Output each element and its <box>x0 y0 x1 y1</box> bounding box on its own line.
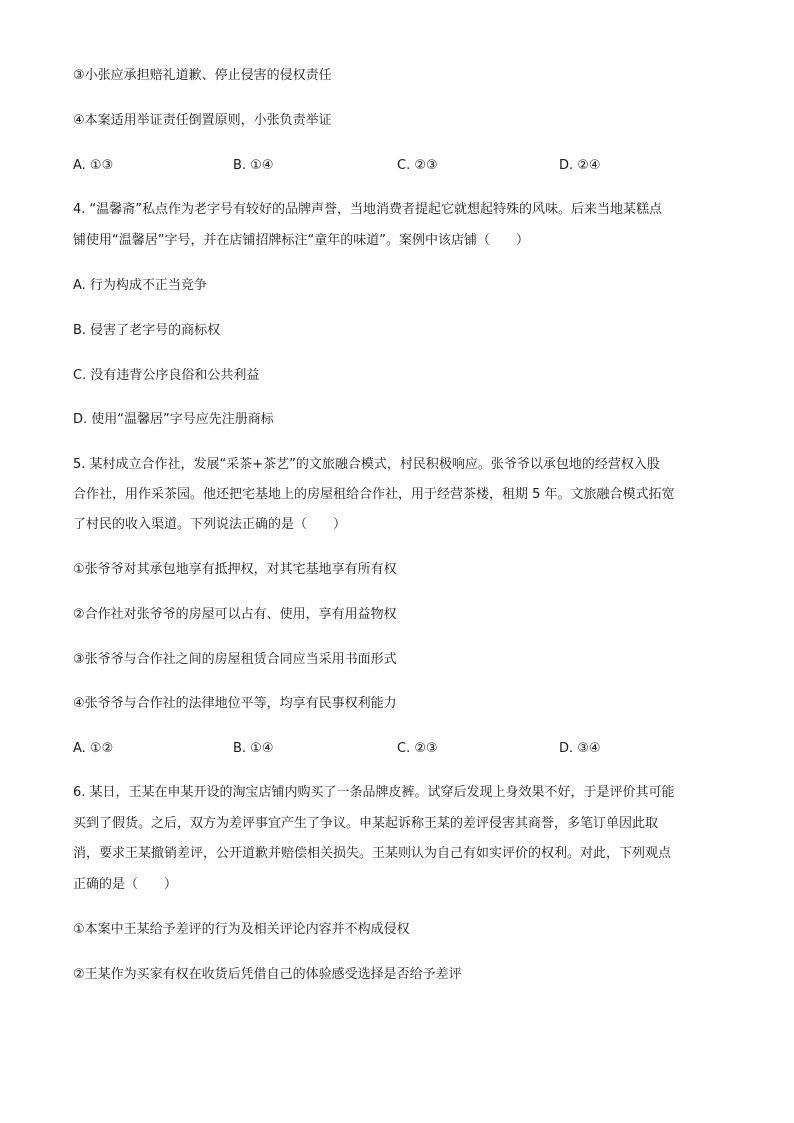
q3-statement-4: ④本案适用举证责任倒置原则，小张负责举证 <box>73 113 332 128</box>
q4-option-a: A. 行为构成不正当竞争 <box>73 278 207 293</box>
q5-statement-3: ③张爷爷与合作社之间的房屋租赁合同应当采用书面形式 <box>73 652 397 667</box>
q5-statement-4: ④张爷爷与合作社的法律地位平等，均享有民事权利能力 <box>73 696 397 711</box>
q5-option-c: C. ②③ <box>397 741 438 756</box>
q4-option-b: B. 侵害了老字号的商标权 <box>73 323 221 338</box>
q3-option-b: B. ①④ <box>233 158 274 173</box>
q4-option-c: C. 没有违背公序良俗和公共利益 <box>73 368 260 383</box>
q5-option-d: D. ③④ <box>559 741 601 756</box>
q6-stem-line-4: 正确的是（ ） <box>73 877 178 892</box>
q5-stem-line-2: 合作社，用作采茶园。他还把宅基地上的房屋租给合作社，用于经营茶楼，租期 5 年。文旅融合模式拓宽 <box>73 487 675 502</box>
q3-option-a: A. ①③ <box>73 158 114 173</box>
q5-statement-1: ①张爷爷对其承包地享有抵押权，对其宅基地享有所有权 <box>73 562 397 577</box>
q5-option-b: B. ①④ <box>233 741 274 756</box>
q6-stem-line-1: 6. 某日，王某在申某开设的淘宝店铺内购买了一条品牌皮裤。试穿后发现上身效果不好，于是评价其可能 <box>73 785 675 800</box>
q5-statement-2: ②合作社对张爷爷的房屋可以占有、使用，享有用益物权 <box>73 607 397 622</box>
q6-statement-2: ②王某作为买家有权在收货后凭借自己的体验感受选择是否给予差评 <box>73 967 462 982</box>
q3-option-d: D. ②④ <box>559 158 601 173</box>
q6-statement-1: ①本案中王某给予差评的行为及相关评论内容并不构成侵权 <box>73 922 410 937</box>
q4-stem-line-2: 铺使用“温馨居”字号，并在店铺招牌标注“童年的味道”。案例中该店铺（ ） <box>73 233 529 248</box>
q5-stem-line-1: 5. 某村成立合作社，发展“采茶+茶艺”的文旅融合模式，村民积极响应。张爷爷以承包地的经营权入股 <box>73 457 660 472</box>
q4-stem-line-1: 4. “温馨斋”私点作为老字号有较好的品牌声誉，当地消费者提起它就想起特殊的风味。后来当地某糕点 <box>73 202 663 217</box>
q3-statement-3: ③小张应承担赔礼道歉、停止侵害的侵权责任 <box>73 68 332 83</box>
q5-option-a: A. ①② <box>73 741 114 756</box>
q4-option-d: D. 使用“温馨居”字号应先注册商标 <box>73 412 274 427</box>
q6-stem-line-2: 买到了假货。之后，双方为差评事宜产生了争议。申某起诉称王某的差评侵害其商誉，多笔订单因此取 <box>73 816 659 831</box>
q5-stem-line-3: 了村民的收入渠道。下列说法正确的是（ ） <box>73 517 347 532</box>
q3-option-c: C. ②③ <box>397 158 438 173</box>
q6-stem-line-3: 消，要求王某撤销差评，公开道歉并赔偿相关损失。王某则认为自己有如实评价的权利。对此，下列观点 <box>73 846 672 861</box>
